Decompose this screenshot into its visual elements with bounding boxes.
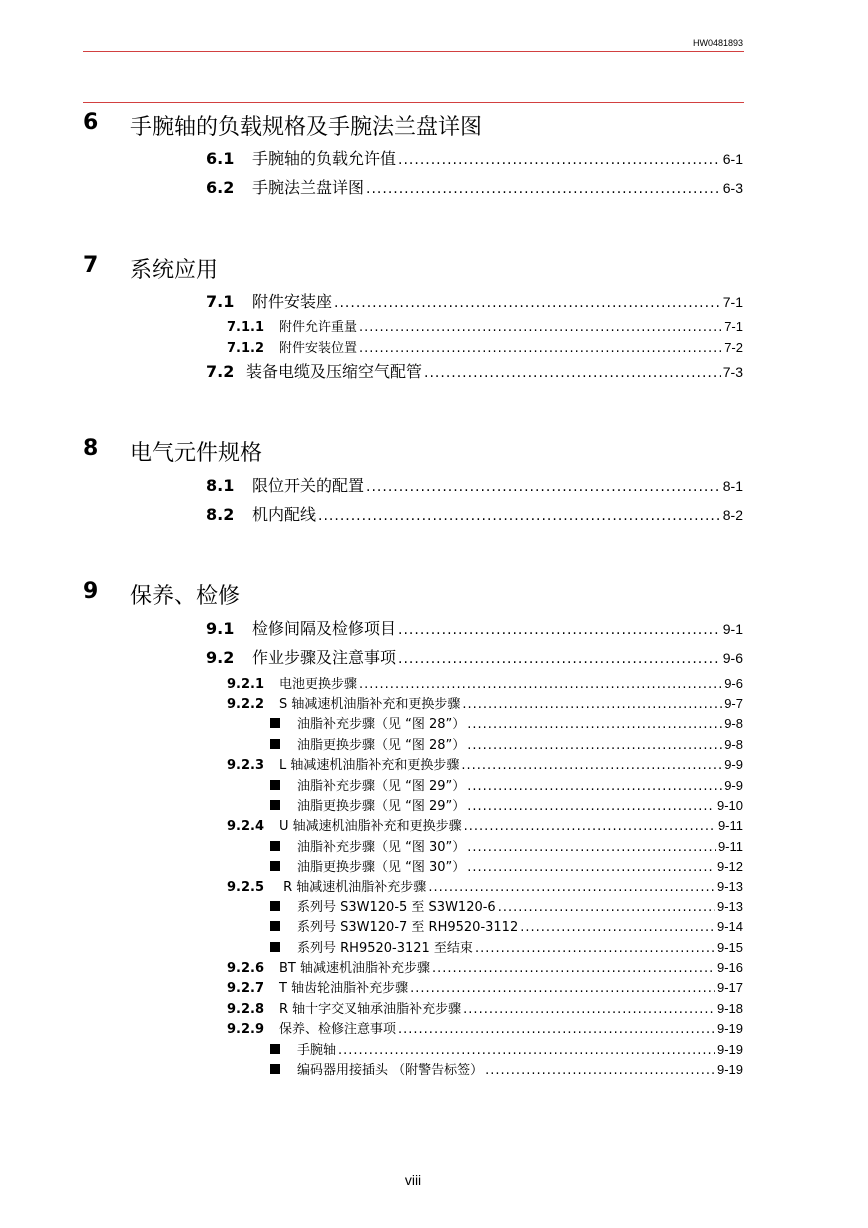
toc-number: 7.1 [206,292,235,311]
toc-label: 附件安装位置 [279,341,358,356]
toc-entry-9-2-9[interactable] [227,1018,743,1038]
dot-leader [359,320,722,335]
toc-page: 7-2 [724,340,743,355]
chapter-number: 7 [83,253,99,278]
square-bullet-icon [270,921,280,931]
toc-subentry[interactable] [270,775,743,795]
chapter-title: 电气元件规格 [130,441,263,466]
toc-label: R 轴十字交叉轴承油脂补充步骤 [279,1002,462,1017]
toc-subentry[interactable] [270,856,743,876]
toc-page: 9-19 [716,1021,743,1036]
toc-entry-9-2-4[interactable] [227,815,743,835]
toc-entry-7-1[interactable] [206,289,743,313]
toc-number: 9.2.3 [227,758,265,773]
toc-label: U 轴减速机油脂补充和更换步骤 [279,819,462,834]
toc-label: 手腕轴的负载允许值 [252,149,397,168]
dot-leader [461,758,722,773]
toc-label: 油脂更换步骤（见 “图 28”） [297,738,466,753]
square-bullet-icon [270,1044,280,1054]
toc-number: 9.2.4 [227,819,265,834]
dot-leader [398,152,721,168]
square-bullet-icon [270,800,280,810]
dot-leader [485,1063,715,1078]
chapter-number: 6 [83,110,99,135]
toc-number: 6.1 [206,149,235,168]
dot-leader [467,717,722,732]
toc-number: 9.2.8 [227,1002,265,1017]
toc-subentry[interactable] [270,713,743,733]
chapter-title: 系统应用 [130,258,219,283]
toc-label: 检修间隔及检修项目 [252,619,397,638]
toc-page: 8-2 [722,507,743,523]
toc-page: 9-19 [716,1062,743,1077]
toc-label: 机内配线 [252,505,317,524]
square-bullet-icon [270,739,280,749]
dot-leader [318,508,721,524]
toc-entry-9-2-1[interactable] [227,673,743,693]
dot-leader [467,799,715,814]
toc-entry-9-2-2[interactable] [227,693,743,713]
dot-leader [398,651,721,667]
toc-label: 保养、检修注意事项 [279,1022,397,1037]
toc-page: 9-11 [717,839,743,854]
toc-label: 油脂更换步骤（见 “图 30”） [297,860,466,875]
toc-number: 7.2 [206,362,235,381]
toc-label: 系列号 RH9520-3121 至结束 [297,941,473,956]
toc-label: 系列号 S3W120-5 至 S3W120-6 [297,900,496,915]
dot-leader [424,365,721,381]
square-bullet-icon [270,841,280,851]
toc-label: S 轴减速机油脂补充和更换步骤 [279,697,461,712]
chapter-heading-9 [0,573,868,613]
toc-page: 6-1 [722,151,743,167]
dot-leader [366,479,721,495]
toc-number: 6.2 [206,178,235,197]
header-rule [83,51,744,52]
toc-number: 9.2.6 [227,961,265,976]
toc-page: 9-12 [716,859,743,874]
toc-subentry[interactable] [270,1059,743,1079]
toc-page: 9-15 [716,940,743,955]
toc-page: 9-11 [717,818,743,833]
dot-leader [462,697,722,712]
toc-page: 9-8 [724,716,743,731]
toc-number: 7.1.2 [227,341,265,356]
dot-leader [475,941,715,956]
toc-subentry[interactable] [270,937,743,957]
toc-label: 装备电缆及压缩空气配管 [246,362,423,381]
toc-page: 9-17 [716,980,743,995]
square-bullet-icon [270,901,280,911]
toc-label: L 轴减速机油脂补充和更换步骤 [279,758,460,773]
square-bullet-icon [270,718,280,728]
toc-entry-8-2[interactable] [206,502,743,526]
toc-subentry[interactable] [270,916,743,936]
square-bullet-icon [270,780,280,790]
toc-entry-9-2-5[interactable] [227,876,743,896]
dot-leader [467,779,722,794]
dot-leader [428,880,715,895]
toc-entry-6-2[interactable] [206,175,743,199]
dot-leader [464,819,716,834]
toc-label: T 轴齿轮油脂补充步骤 [279,981,409,996]
chapter-number: 8 [83,436,99,461]
toc-label: 限位开关的配置 [252,476,365,495]
toc-entry-9-2[interactable] [206,645,743,669]
toc-subentry[interactable] [270,836,743,856]
toc-label: 作业步骤及注意事项 [252,648,397,667]
toc-label: 手腕法兰盘详图 [252,178,365,197]
toc-label: 油脂更换步骤（见 “图 29”） [297,799,466,814]
dot-leader [467,840,716,855]
toc-label: 编码器用接插头 （附警告标签） [297,1063,484,1078]
section-rule [83,102,744,103]
toc-label: R 轴减速机油脂补充步骤 [279,880,427,895]
dot-leader [366,181,721,197]
toc-label: 油脂补充步骤（见 “图 28”） [297,717,466,732]
toc-page: 8-1 [722,478,743,494]
toc-label: 系列号 S3W120-7 至 RH9520-3112 [297,920,519,935]
toc-entry-9-1[interactable] [206,616,743,640]
toc-page: 9-13 [716,899,743,914]
toc-page: 9-18 [716,1001,743,1016]
toc-label: BT 轴减速机油脂补充步骤 [279,961,430,976]
dot-leader [359,341,722,356]
dot-leader [463,1002,715,1017]
toc-subentry[interactable] [270,1039,743,1059]
toc-number: 9.2.5 [227,880,265,895]
chapter-heading-6 [0,104,868,144]
dot-leader [520,920,715,935]
document-id: HW0481893 [692,38,743,48]
square-bullet-icon [270,942,280,952]
toc-page: 9-9 [724,778,743,793]
toc-page: 9-14 [716,919,743,934]
toc-page: 9-9 [724,757,743,772]
dot-leader [498,900,715,915]
chapter-heading-8 [0,430,868,470]
toc-subentry[interactable] [270,896,743,916]
toc-number: 9.2.2 [227,697,265,712]
dot-leader [398,1022,715,1037]
toc-label: 油脂补充步骤（见 “图 29”） [297,779,466,794]
toc-entry-9-2-7[interactable] [227,977,743,997]
dot-leader [410,981,715,996]
chapter-number: 9 [83,579,99,604]
toc-label: 手腕轴 [297,1043,337,1058]
toc-label: 油脂补充步骤（见 “图 30”） [297,840,466,855]
toc-page: 9-1 [722,621,743,637]
dot-leader [467,738,722,753]
page-number: viii [404,1172,422,1188]
toc-label: 附件安装座 [252,292,333,311]
toc-entry-6-1[interactable] [206,146,743,170]
toc-page: 9-13 [716,879,743,894]
toc-page: 7-1 [722,294,743,310]
toc-page: 9-6 [724,676,743,691]
toc-entry-8-1[interactable] [206,473,743,497]
toc-entry-7-1-1[interactable] [227,316,743,336]
toc-number: 9.2.7 [227,981,265,996]
dot-leader [398,622,721,638]
chapter-heading-7 [0,247,868,287]
toc-page: 9-6 [722,650,743,666]
toc-number: 9.1 [206,619,235,638]
dot-leader [338,1043,715,1058]
chapter-title: 手腕轴的负载规格及手腕法兰盘详图 [130,115,483,140]
square-bullet-icon [270,861,280,871]
square-bullet-icon [270,1064,280,1074]
toc-label: 附件允许重量 [279,320,358,335]
chapter-title: 保养、检修 [130,584,241,609]
toc-number: 9.2.1 [227,677,265,692]
toc-number: 8.2 [206,505,235,524]
toc-page: 9-19 [716,1042,743,1057]
toc-page: 7-3 [722,364,743,380]
toc-number: 9.2 [206,648,235,667]
dot-leader [467,860,715,875]
toc-page: 7-1 [724,319,743,334]
dot-leader [359,677,722,692]
toc-number: 9.2.9 [227,1022,265,1037]
toc-subentry[interactable] [270,795,743,815]
toc-entry-7-2[interactable] [206,359,743,383]
toc-entry-9-2-6[interactable] [227,957,743,977]
toc-number: 8.1 [206,476,235,495]
toc-entry-9-2-8[interactable] [227,998,743,1018]
toc-page: 6-3 [722,180,743,196]
toc-entry-7-1-2[interactable] [227,337,743,357]
toc-page: 9-8 [724,737,743,752]
toc-page: 9-7 [724,696,743,711]
toc-number: 7.1.1 [227,320,265,335]
toc-page: 9-16 [716,960,743,975]
toc-label: 电池更换步骤 [279,677,358,692]
toc-subentry[interactable] [270,734,743,754]
dot-leader [432,961,715,976]
toc-page: 9-10 [716,798,743,813]
dot-leader [334,295,721,311]
toc-entry-9-2-3[interactable] [227,754,743,774]
